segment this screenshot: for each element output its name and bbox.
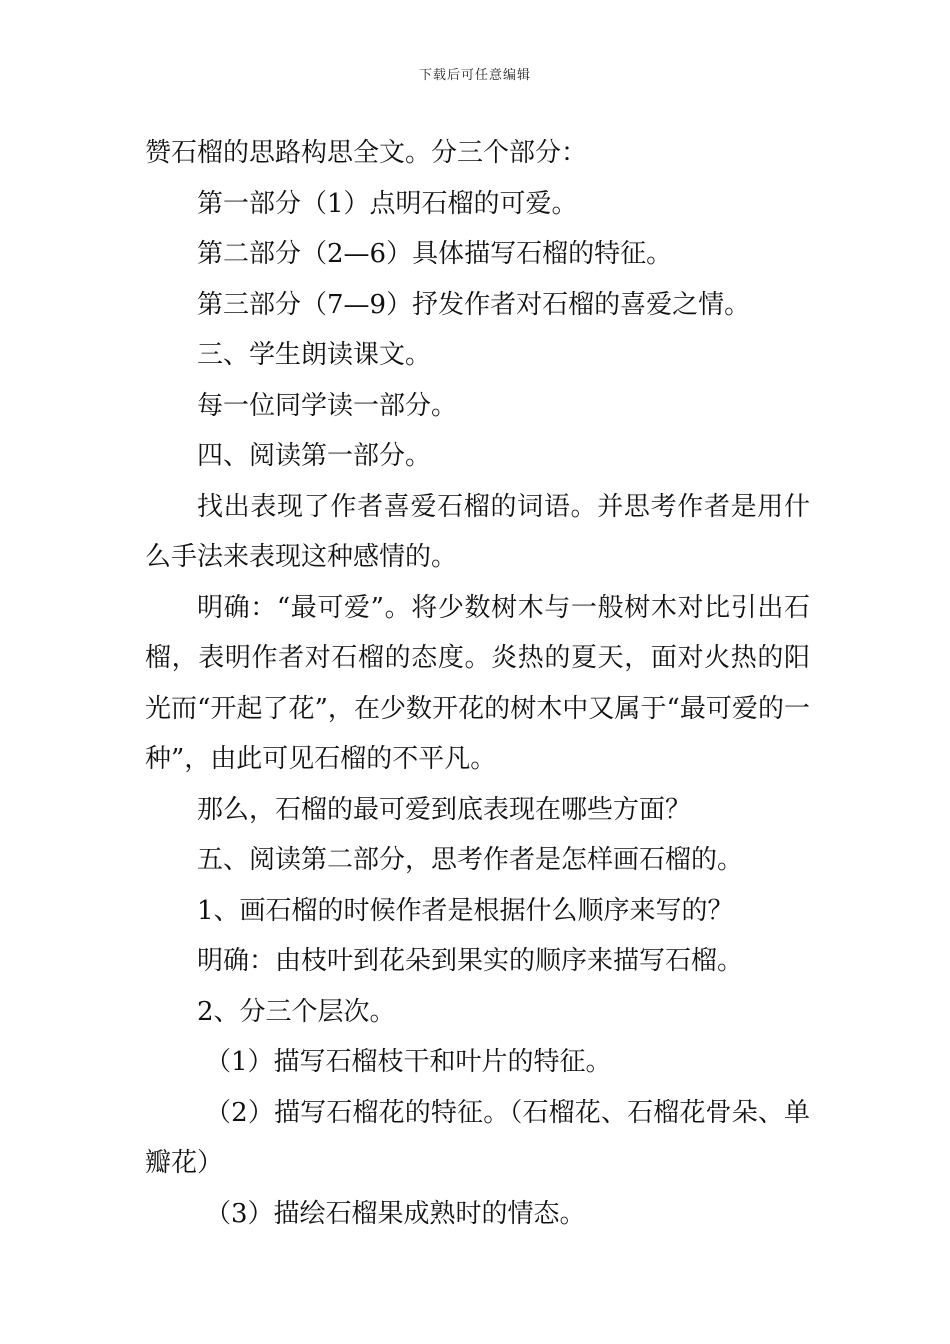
section-heading-five: 五、阅读第二部分，思考作者是怎样画石榴的。 (197, 845, 744, 875)
page-header-note: 下载后可任意编辑 (418, 68, 531, 83)
paragraph-question-two: 那么，石榴的最可爱到底表现在哪些方面？ (197, 794, 692, 825)
list-item-level-one: （1）描写石榴枝干和叶片的特征。 (205, 1047, 612, 1077)
paragraph-continuation: 赞石榴的思路构思全文。分三个部分： (145, 138, 588, 168)
paragraph-question-one: 找出表现了作者喜爱石榴的词语。并思考作者是用什么手法来表现这种感情的。 (145, 491, 810, 572)
paragraph-answer-order: 明确：由枝叶到花朵到果实的顺序来描写石榴。 (197, 946, 744, 976)
paragraph-reading-task: 每一位同学读一部分。 (197, 390, 458, 421)
list-item-level-three: （3）描绘石榴果成熟时的情态。 (205, 1198, 586, 1229)
section-heading-four: 四、阅读第一部分。 (197, 441, 432, 471)
paragraph-question-order: 1、画石榴的时候作者是根据什么顺序来写的？ (197, 895, 734, 926)
paragraph-answer-one: 明确：“最可爱”。将少数树木与一般树木对比引出石榴，表明作者对石榴的态度。炎热的夏天，面对火热的阳光而“开起了花”，在少数开花的树木中又属于“最可爱的一种”，由此可见石榴的不平凡。 (145, 592, 810, 774)
document-body (145, 128, 810, 1239)
paragraph-three-levels: 2、分三个层次。 (197, 996, 396, 1027)
list-item-level-two: （2）描写石榴花的特征。（石榴花、石榴花骨朵、单瓣花） (145, 1097, 810, 1178)
paragraph-part-one: 第一部分（1）点明石榴的可爱。 (197, 188, 578, 219)
section-heading-three: 三、学生朗读课文。 (197, 340, 432, 370)
paragraph-part-two: 第二部分（2—6）具体描写石榴的特征。 (197, 239, 673, 269)
paragraph-part-three: 第三部分（7—9）抒发作者对石榴的喜爱之情。 (197, 289, 751, 320)
